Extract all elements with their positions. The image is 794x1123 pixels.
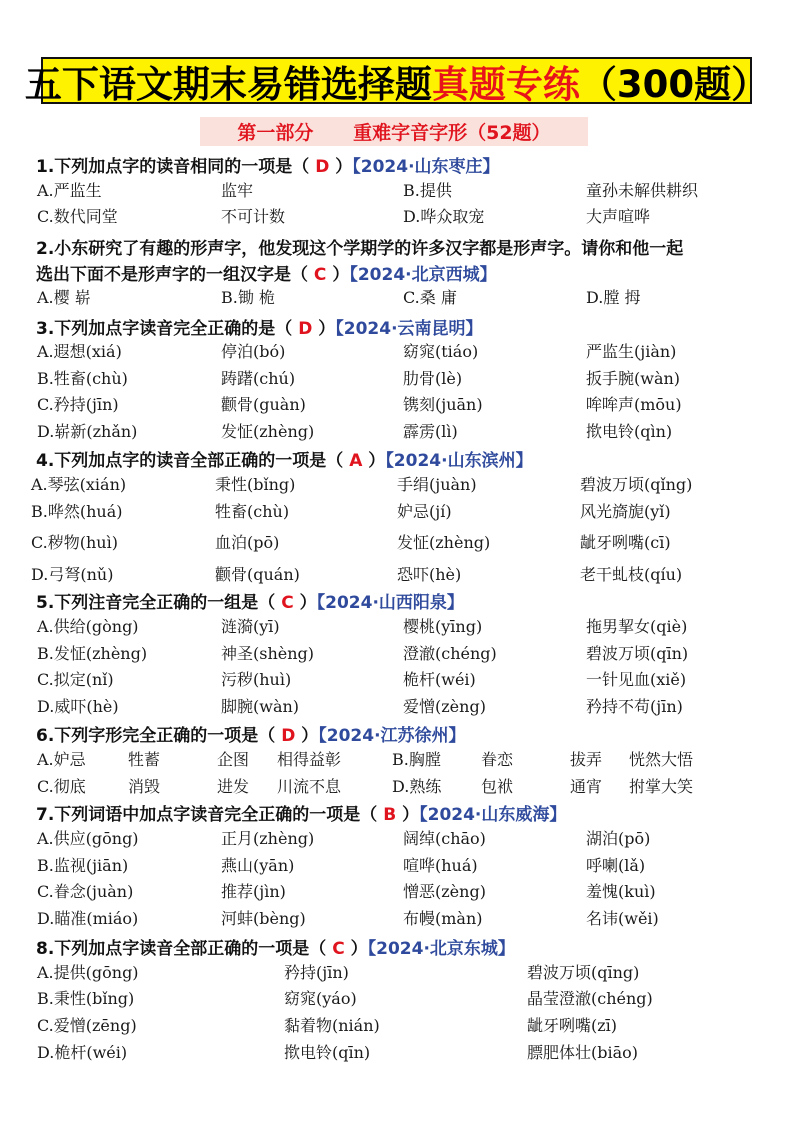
option-item: 龇牙咧嘴(zī) (527, 1016, 618, 1035)
option-item: 严监生(jiàn) (586, 342, 677, 361)
option-item: 停泊(bó) (221, 342, 286, 361)
option-row (0, 285, 794, 311)
option-item: 窈窕(yáo) (284, 989, 357, 1008)
option-item: 颧骨(guàn) (221, 395, 306, 414)
option-item: 膘肥体壮(biāo) (527, 1043, 639, 1062)
question-source: 【2024·北京东城】 (367, 939, 515, 959)
option-row (0, 694, 794, 720)
answer-letter: D (281, 726, 296, 746)
option-item: 桅杆(wéi) (403, 670, 476, 689)
option-item: D.崭新(zhǎn) (37, 422, 138, 441)
option-item: 正月(zhèng) (221, 829, 315, 848)
option-item: 发怔(zhèng) (221, 422, 315, 441)
question-text-end: ） (326, 265, 350, 285)
option-item: B.胸膛 (392, 750, 441, 769)
answer-letter: C (313, 265, 327, 285)
option-item: 霹雳(lì) (403, 422, 458, 441)
question-text: 7.下列词语中加点字读音完全正确的一项是（ (36, 805, 384, 825)
option-row (0, 879, 794, 905)
option-item: 喧哗(huá) (403, 856, 478, 875)
answer-letter: D (315, 157, 330, 177)
option-item: 燕山(yān) (221, 856, 295, 875)
option-item: 揿电铃(qìn) (586, 422, 673, 441)
question-stem (36, 446, 533, 471)
option-item: C.桑 庸 (403, 288, 457, 307)
option-item: 澄澈(chéng) (403, 644, 497, 663)
question-stem-line: 2.小东研究了有趣的形声字，他发现这个学期学的许多汉字都是形声字。请你和他一起 (36, 239, 684, 259)
option-item: 肋骨(lè) (403, 369, 463, 388)
option-item: 阔绰(chāo) (403, 829, 486, 848)
option-item: 牲畜(chù) (215, 502, 290, 521)
option-item: 血泊(pō) (215, 533, 280, 552)
title-part1: 五下语文期末易错选择题 (24, 62, 432, 106)
question-text-end: ） (293, 593, 317, 613)
title-part3: （300题） (579, 62, 769, 106)
option-item: 憎恶(zèng) (403, 882, 486, 901)
option-item: C.矜持(jīn) (37, 395, 119, 414)
option-row (0, 641, 794, 667)
option-item: 樱桃(yīng) (403, 617, 483, 636)
question-stem (36, 314, 483, 339)
option-item: 进发 (217, 777, 250, 796)
question-text: 5.下列注音完全正确的一组是（ (36, 593, 282, 613)
option-item: 推荐(jìn) (221, 882, 286, 901)
question-text: 8.下列加点字读音全部正确的一项是（ (36, 939, 333, 959)
option-item: 拊掌大笑 (629, 777, 694, 796)
option-item: B.发怔(zhèng) (37, 644, 148, 663)
option-item: D.弓弩(nǔ) (31, 565, 114, 584)
option-item: 羞愧(kuì) (586, 882, 656, 901)
option-item: A.供给(gòng) (37, 617, 139, 636)
option-row (0, 472, 794, 498)
option-item: 爱憎(zèng) (403, 697, 486, 716)
option-item: 拖男挈女(qiè) (586, 617, 688, 636)
question-text-end: ） (362, 451, 386, 471)
answer-letter: C (281, 593, 294, 613)
option-item: 大声喧哗 (586, 207, 651, 226)
option-item: D.桅杆(wéi) (37, 1043, 128, 1062)
section-header: 第一部分 重难字音字形（52题） (200, 117, 588, 146)
question-stem (36, 721, 466, 746)
option-item: C.爱憎(zēng) (37, 1016, 137, 1035)
option-item: 河蚌(bèng) (221, 909, 306, 928)
option-item: 眷恋 (481, 750, 514, 769)
option-item: 消毁 (128, 777, 161, 796)
option-item: 矜持(jīn) (284, 963, 349, 982)
option-row (0, 986, 794, 1012)
option-item: 神圣(shèng) (221, 644, 315, 663)
question-text-end: ） (344, 939, 368, 959)
option-item: 哞哞声(mōu) (586, 395, 682, 414)
option-row (0, 853, 794, 879)
option-item: D.熟练 (392, 777, 442, 796)
title-part2: 真题专练 (431, 62, 580, 106)
option-row (0, 562, 794, 588)
question-text: 4.下列加点字的读音全部正确的一项是（ (36, 451, 350, 471)
option-item: 涟漪(yī) (221, 617, 280, 636)
option-item: B.锄 桅 (221, 288, 275, 307)
question-source: 【2024·山东滨州】 (385, 451, 533, 471)
question-stem (36, 260, 497, 285)
option-item: 相得益彰 (277, 750, 342, 769)
option-item: 窈窕(tiáo) (403, 342, 479, 361)
question-text: 3.下列加点字读音完全正确的是（ (36, 319, 299, 339)
option-item: C.拟定(nǐ) (37, 670, 114, 689)
option-item: C.彻底 (37, 777, 86, 796)
question-source: 【2024·江苏徐州】 (318, 726, 466, 746)
option-item: C.数代同堂 (37, 207, 118, 226)
question-text: 选出下面不是形声字的一组汉字是（ (36, 265, 314, 285)
option-item: 风光旖旎(yǐ) (580, 502, 671, 521)
option-item: 企图 (217, 750, 250, 769)
option-row (0, 906, 794, 932)
option-item: D.威吓(hè) (37, 697, 119, 716)
question-source: 【2024·山西阳泉】 (316, 593, 464, 613)
option-item: B.提供 (403, 181, 452, 200)
option-item: B.哗然(huá) (31, 502, 123, 521)
page-title (24, 57, 769, 106)
option-item: C.眷念(juàn) (37, 882, 134, 901)
option-row (0, 178, 794, 204)
option-row (0, 1040, 794, 1066)
option-item: 龇牙咧嘴(cī) (580, 533, 671, 552)
option-item: 名讳(wěi) (586, 909, 659, 928)
question-source: 【2024·山东枣庄】 (352, 157, 500, 177)
option-item: 晶莹澄澈(chéng) (527, 989, 653, 1008)
option-item: 呼喇(lǎ) (586, 856, 646, 875)
option-item: 黏着物(nián) (284, 1016, 380, 1035)
option-item: 碧波万顷(qīng) (527, 963, 640, 982)
option-row (0, 747, 794, 773)
option-item: 踌躇(chú) (221, 369, 296, 388)
option-item: A.提供(gōng) (37, 963, 139, 982)
option-item: 镌刻(juān) (403, 395, 483, 414)
option-item: A.遐想(xiá) (37, 342, 122, 361)
option-item: B.监视(jiān) (37, 856, 129, 875)
option-item: 童孙未解供耕织 (586, 181, 699, 200)
option-row (0, 1013, 794, 1039)
option-item: 监牢 (221, 181, 254, 200)
option-item: D.瞄准(miáo) (37, 909, 139, 928)
question-source: 【2024·山东威海】 (419, 805, 567, 825)
question-text-end: ） (329, 157, 353, 177)
option-row (0, 774, 794, 800)
option-row (0, 204, 794, 230)
question-source: 【2024·云南昆明】 (335, 319, 483, 339)
option-item: 川流不息 (277, 777, 342, 796)
option-row (0, 419, 794, 445)
option-item: 扳手腕(wàn) (586, 369, 681, 388)
option-item: B.牲畜(chù) (37, 369, 128, 388)
option-item: 发怔(zhèng) (397, 533, 491, 552)
answer-letter: D (298, 319, 313, 339)
question-text: 6.下列字形完全正确的一项是（ (36, 726, 282, 746)
question-source: 【2024·北京西城】 (349, 265, 497, 285)
option-item: 不可计数 (221, 207, 286, 226)
question-text: 1.下列加点字的读音相同的一项是（ (36, 157, 316, 177)
option-item: 一针见血(xiě) (586, 670, 687, 689)
option-item: 布幔(màn) (403, 909, 483, 928)
option-row (0, 667, 794, 693)
option-item: 包袱 (481, 777, 514, 796)
question-text-end: ） (295, 726, 319, 746)
question-stem (36, 800, 566, 825)
question-text-end: ） (396, 805, 420, 825)
option-item: A.严监生 (37, 181, 102, 200)
question-stem (36, 588, 464, 613)
answer-letter: B (383, 805, 397, 825)
option-item: 脚腕(wàn) (221, 697, 300, 716)
option-item: 老干虬枝(qíu) (580, 565, 683, 584)
option-item: 妒忌(jí) (397, 502, 452, 521)
option-item: 碧波万顷(qīn) (586, 644, 689, 663)
option-item: 手绢(juàn) (397, 475, 477, 494)
option-item: 秉性(bǐng) (215, 475, 296, 494)
option-item: B.秉性(bǐng) (37, 989, 135, 1008)
option-item: D.哗众取宠 (403, 207, 485, 226)
option-item: 牲蓄 (128, 750, 161, 769)
option-row (0, 826, 794, 852)
answer-letter: C (332, 939, 345, 959)
option-item: D.膛 拇 (586, 288, 641, 307)
option-item: 揿电铃(qīn) (284, 1043, 371, 1062)
option-item: A.琴弦(xián) (31, 475, 127, 494)
option-item: 恍然大悟 (629, 750, 694, 769)
option-row (0, 614, 794, 640)
option-item: 碧波万顷(qǐng) (580, 475, 693, 494)
option-row (0, 339, 794, 365)
question-stem (36, 152, 500, 177)
option-item: 拔弄 (570, 750, 603, 769)
option-row (0, 392, 794, 418)
answer-letter: A (349, 451, 363, 471)
option-item: 通宵 (570, 777, 603, 796)
option-item: A.供应(gōng) (37, 829, 139, 848)
option-item: C.秽物(huì) (31, 533, 118, 552)
option-row (0, 366, 794, 392)
option-item: A.樱 崭 (37, 288, 91, 307)
option-item: 恐吓(hè) (397, 565, 462, 584)
option-item: 污秽(huì) (221, 670, 292, 689)
option-item: 湖泊(pō) (586, 829, 651, 848)
option-row (0, 960, 794, 986)
question-stem (36, 934, 515, 959)
option-item: 矜持不苟(jīn) (586, 697, 683, 716)
option-item: A.妒忌 (37, 750, 86, 769)
option-row (0, 499, 794, 525)
option-row (0, 530, 794, 556)
question-text-end: ） (312, 319, 336, 339)
option-item: 颧骨(quán) (215, 565, 300, 584)
